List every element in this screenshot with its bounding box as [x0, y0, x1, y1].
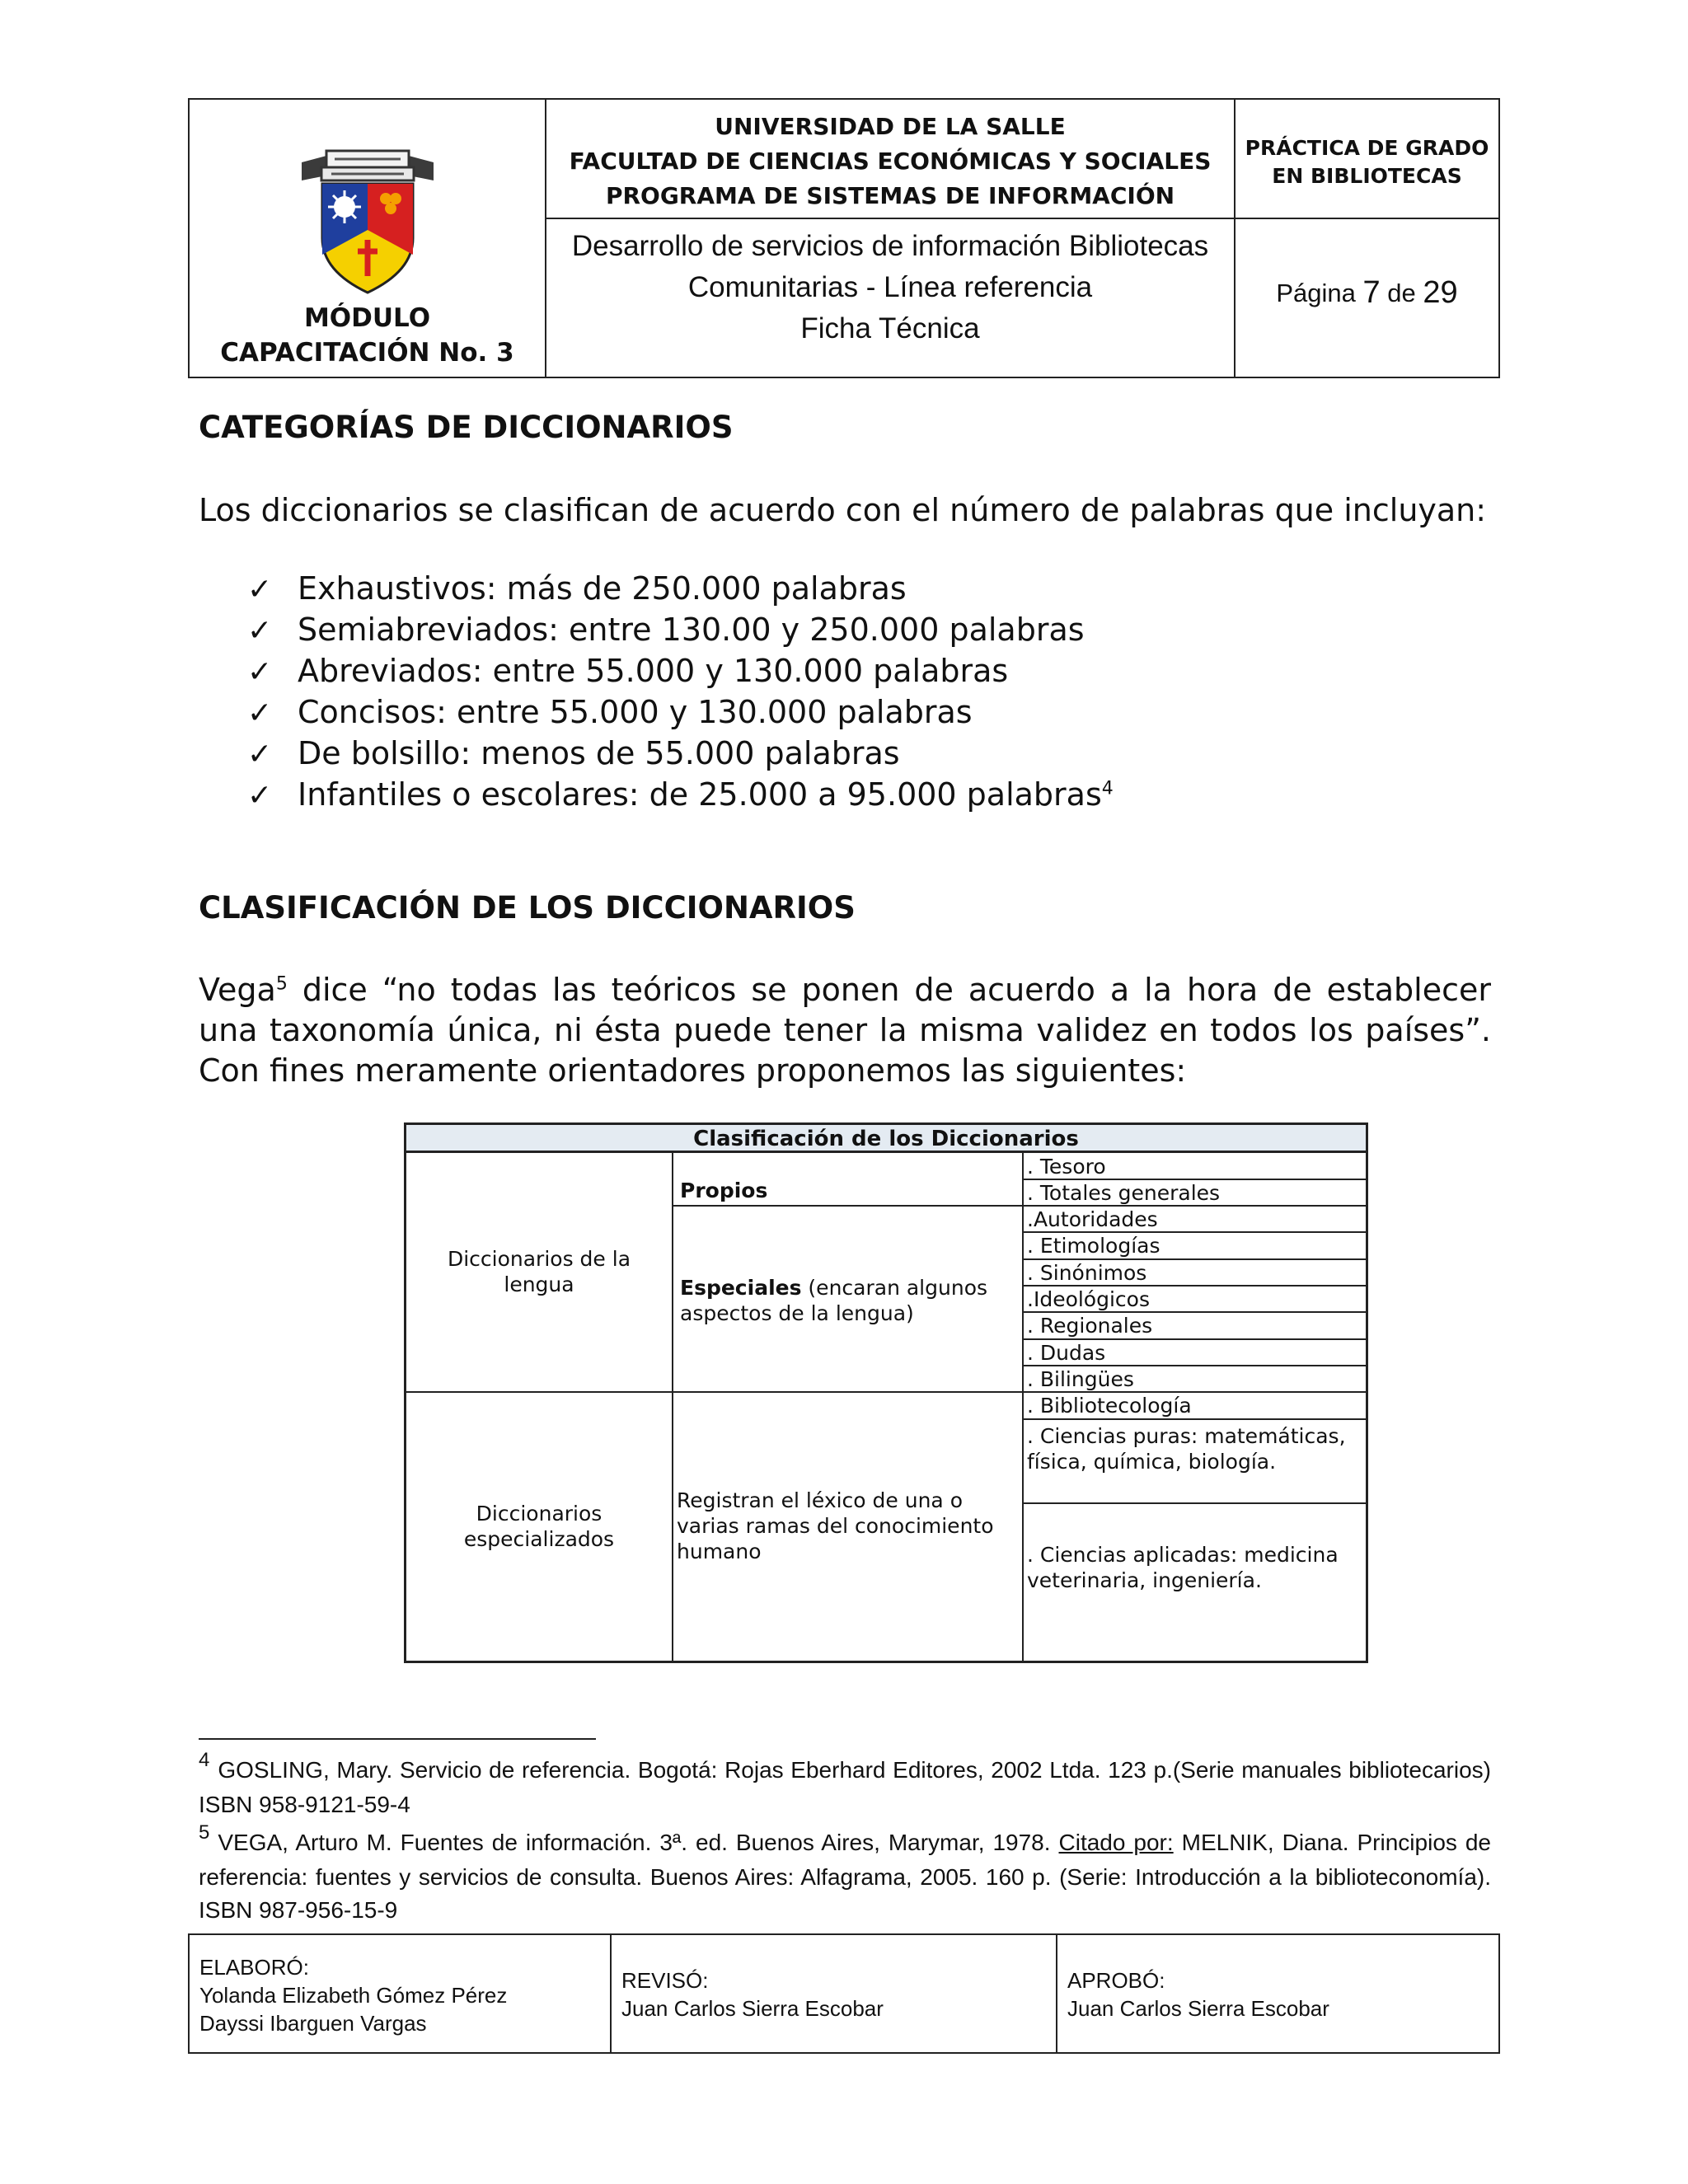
vega-paragraph: Vega$^5$ dice “no todas las teóricos se ponen de acuerdo a la hora de establecer una taxonomía única, ni ésta puede tener la misma validez en todos los países”. Con fines meramente orientadores proponemos las siguientes:	[199, 972, 1491, 1089]
program-name: PROGRAMA DE SISTEMAS DE INFORMACIÓN	[605, 182, 1175, 209]
table-row: . Dudas	[1027, 1341, 1106, 1365]
practice-cell: PRÁCTICA DE GRADO EN BIBLIOTECAS	[1236, 100, 1498, 219]
table-row: . Ciencias puras: matemáticas, física, química, biología.	[1027, 1424, 1346, 1474]
footer-aprobo: APROBÓ: Juan Carlos Sierra Escobar	[1056, 1935, 1498, 2052]
institution-cell	[546, 100, 1236, 219]
table-row: . Totales generales	[1027, 1181, 1221, 1205]
page-current: 7	[1362, 275, 1381, 310]
faculty-name: FACULTAD DE CIENCIAS ECONÓMICAS Y SOCIALES	[569, 148, 1212, 175]
table-row: . Tesoro	[1027, 1155, 1106, 1179]
category-list	[247, 569, 1114, 816]
footer-reviso: REVISÓ: Juan Carlos Sierra Escobar	[610, 1935, 1056, 2052]
university-crest-icon	[285, 131, 450, 296]
list-item: ✓ De bolsillo: menos de 55.000 palabras	[247, 733, 1114, 775]
checkmark-icon: ✓	[247, 614, 273, 648]
page-number-cell: Página 7 de 29	[1276, 275, 1458, 310]
footnote-4: 4 GOSLING, Mary. Servicio de referencia. Bogotá: Rojas Eberhard Editores, 2002 Ltda. 123 p.(Serie manuales bibliotecarios) ISBN 958-9121-59-4	[199, 1749, 1491, 1817]
list-item: ✓ Concisos: entre 55.000 y 130.000 palabras	[247, 692, 1114, 733]
footer-elaboro: ELABORÓ: Yolanda Elizabeth Gómez Pérez Dayssi Ibarguen Vargas	[199, 1955, 508, 2036]
cell-especiales: Especiales (encaran algunos aspectos de la lengua)	[680, 1276, 988, 1325]
cell-diccionarios-lengua: Diccionarios de la lengua	[447, 1247, 631, 1296]
table-row: .Autoridades	[1027, 1207, 1158, 1231]
table-title: Clasificación de los Diccionarios	[406, 1125, 1366, 1153]
footnote-ref-4[interactable]: 4	[1101, 778, 1114, 799]
checkmark-icon: ✓	[247, 573, 273, 607]
document-header	[188, 98, 1500, 378]
checkmark-icon: ✓	[247, 655, 273, 689]
table-row: . Regionales	[1027, 1314, 1153, 1338]
cell-propios: Propios	[680, 1179, 768, 1202]
list-item: ✓ Exhaustivos: más de 250.000 palabras	[247, 569, 1114, 610]
cell-registran: Registran el léxico de una o varias ramas del conocimiento humano	[677, 1488, 994, 1563]
footnote-5: 5 VEGA, Arturo M. Fuentes de información. 3ª. ed. Buenos Aires, Marymar, 1978. Citado por: MELNIK, Diana. Principios de referencia: fuentes y servicios de consulta. Buenos Aires: Alfagrama, 2005. 160 p. (Serie: Introducción a la biblioteconomía). ISBN 987-956-15-9	[199, 1821, 1491, 1923]
table-row: . Etimologías	[1027, 1234, 1160, 1258]
list-item: ✓ Infantiles o escolares: de 25.000 a 95.000 palabras$^4$	[247, 775, 1114, 816]
page-total: 29	[1423, 275, 1458, 310]
section-title-categorias: CATEGORÍAS DE DICCIONARIOS	[199, 410, 734, 445]
cell-diccionarios-especializados: Diccionarios especializados	[463, 1502, 615, 1551]
university-name: UNIVERSIDAD DE LA SALLE	[715, 113, 1066, 140]
table-row: . Bibliotecología	[1027, 1394, 1192, 1418]
document-footer	[188, 1933, 1500, 2054]
header-logo-cell	[190, 100, 546, 377]
list-item: ✓ Abreviados: entre 55.000 y 130.000 palabras	[247, 651, 1114, 692]
table-row: . Bilingües	[1027, 1367, 1134, 1391]
classification-table	[404, 1122, 1368, 1663]
footnote-ref-5[interactable]: 5	[275, 973, 288, 995]
footnote-separator	[199, 1738, 596, 1740]
table-row: . Ciencias aplicadas: medicina veterinaria, ingeniería.	[1027, 1543, 1339, 1592]
checkmark-icon: ✓	[247, 779, 273, 813]
checkmark-icon: ✓	[247, 696, 273, 730]
module-title: MÓDULO CAPACITACIÓN No. 3	[220, 303, 514, 368]
intro-paragraph: Los diccionarios se clasifican de acuerdo con el número de palabras que incluyan:	[199, 492, 1487, 528]
table-row: .Ideológicos	[1027, 1287, 1150, 1311]
table-row: . Sinónimos	[1027, 1261, 1147, 1285]
section-title-clasificacion: CLASIFICACIÓN DE LOS DICCIONARIOS	[199, 890, 856, 926]
checkmark-icon: ✓	[247, 738, 273, 771]
list-item: ✓ Semiabreviados: entre 130.00 y 250.000 palabras	[247, 610, 1114, 651]
description-cell: Desarrollo de servicios de información Bibliotecas Comunitarias - Línea referencia Ficha Técnica	[546, 219, 1236, 377]
